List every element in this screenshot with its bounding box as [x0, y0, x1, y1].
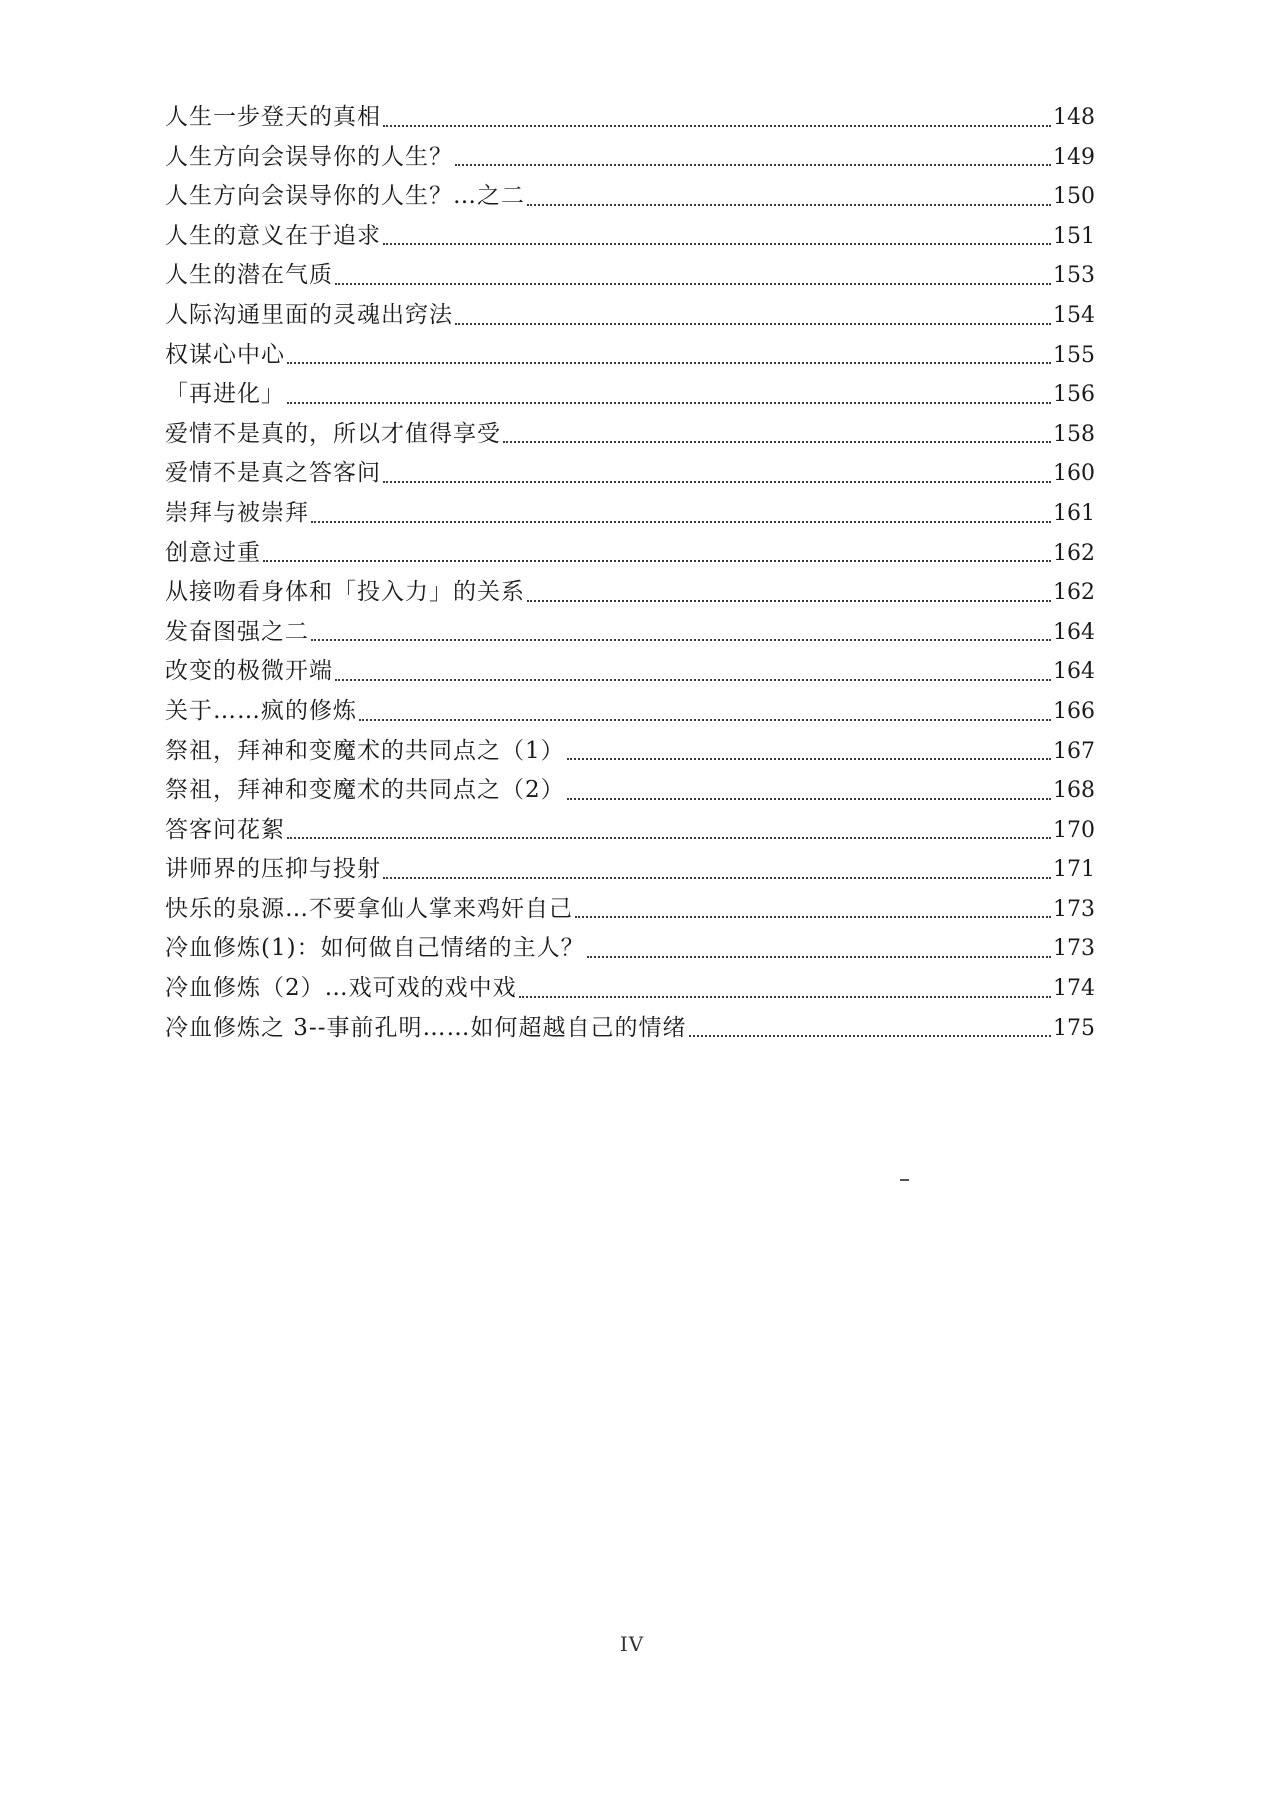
dot-leader [263, 560, 1051, 562]
toc-entry-title: 崇拜与被崇拜 [165, 499, 309, 526]
dot-leader [287, 362, 1051, 364]
toc-entry-page: 174 [1053, 976, 1095, 1002]
toc-entry-page: 170 [1053, 817, 1095, 843]
toc-entry-page: 162 [1053, 580, 1095, 606]
toc-entry-page: 161 [1053, 500, 1095, 526]
toc-entry-title: 改变的极微开端 [165, 658, 333, 685]
toc-entry-page: 164 [1053, 659, 1095, 685]
toc-entry-page: 154 [1053, 302, 1095, 328]
dot-leader [527, 600, 1051, 602]
toc-entry-page: 151 [1053, 223, 1095, 249]
toc-entry [165, 573, 1095, 613]
scan-speck [900, 1179, 909, 1181]
toc-entry-page: 175 [1053, 1015, 1095, 1041]
toc-entry [165, 929, 1095, 969]
toc-entry-title: 发奋图强之二 [165, 618, 309, 645]
toc-entry [165, 771, 1095, 811]
toc-entry-page: 162 [1053, 540, 1095, 566]
toc-entry-page: 168 [1053, 778, 1095, 804]
toc-entry-page: 171 [1053, 857, 1095, 883]
toc-entry [165, 138, 1095, 178]
toc-entry [165, 177, 1095, 217]
dot-leader [455, 164, 1051, 166]
dot-leader [383, 243, 1051, 245]
toc-entry-page: 173 [1053, 936, 1095, 962]
toc-entry-title: 人际沟通里面的灵魂出窍法 [165, 301, 453, 328]
toc-entry-page: 167 [1053, 738, 1095, 764]
toc-entry-title: 祭祖，拜神和变魔术的共同点之（2） [165, 777, 565, 804]
toc-entry-title: 快乐的泉源…不要拿仙人掌来鸡奸自己 [165, 895, 573, 922]
toc-entry [165, 98, 1095, 138]
toc-entry [165, 534, 1095, 574]
toc-entry-title: 权谋心中心 [165, 341, 285, 368]
dot-leader [503, 441, 1051, 443]
toc-entry-title: 从接吻看身体和「投入力」的关系 [165, 579, 525, 606]
toc-entry-page: 173 [1053, 896, 1095, 922]
toc-entry [165, 415, 1095, 455]
dot-leader [383, 125, 1051, 127]
toc-entry-page: 166 [1053, 698, 1095, 724]
toc-entry-title: 创意过重 [165, 539, 261, 566]
toc-entry-title: 祭祖，拜神和变魔术的共同点之（1） [165, 737, 565, 764]
dot-leader [335, 283, 1051, 285]
toc-entry [165, 217, 1095, 257]
dot-leader [311, 639, 1051, 641]
toc-entry-page: 149 [1053, 144, 1095, 170]
toc-entry [165, 494, 1095, 534]
toc-entry-title: 冷血修炼(1)：如何做自己情绪的主人？ [165, 935, 585, 962]
dot-leader [455, 323, 1051, 325]
toc-entry [165, 296, 1095, 336]
toc-entry-title: 爱情不是真的，所以才值得享受 [165, 420, 501, 447]
dot-leader [311, 521, 1051, 523]
toc-entry-page: 164 [1053, 619, 1095, 645]
toc-entry [165, 375, 1095, 415]
toc-entry-page: 156 [1053, 382, 1095, 408]
dot-leader [527, 204, 1051, 206]
toc-entry [165, 613, 1095, 653]
toc-entry-title: 冷血修炼之 3--事前孔明……如何超越自己的情绪 [165, 1014, 687, 1041]
toc-entry-title: 关于……疯的修炼 [165, 697, 357, 724]
toc-entry [165, 732, 1095, 772]
toc-entry-title: 人生一步登天的真相 [165, 104, 381, 130]
toc-entry [165, 336, 1095, 376]
toc-entry-title: 人生方向会误导你的人生？…之二 [165, 183, 525, 210]
toc-entry-title: 人生的意义在于追求 [165, 222, 381, 249]
toc-entry-page: 153 [1053, 263, 1095, 289]
dot-leader [383, 877, 1051, 879]
toc-entry [165, 811, 1095, 851]
toc-entry-title: 人生方向会误导你的人生？ [165, 143, 453, 170]
toc-entry-title: 爱情不是真之答客问 [165, 460, 381, 487]
dot-leader [335, 679, 1051, 681]
toc-entry [165, 890, 1095, 930]
toc-entry-page: 148 [1053, 105, 1095, 130]
dot-leader [519, 996, 1051, 998]
toc-entry-title: 冷血修炼（2）…戏可戏的戏中戏 [165, 975, 517, 1002]
toc-entry-title: 「再进化」 [165, 381, 285, 408]
toc-entry-title: 讲师界的压抑与投射 [165, 856, 381, 883]
dot-leader [383, 481, 1051, 483]
toc-entry-title: 答客问花絮 [165, 816, 285, 843]
dot-leader [587, 956, 1051, 958]
toc-entry-page: 160 [1053, 461, 1095, 487]
toc-entry [165, 1009, 1095, 1049]
dot-leader [567, 798, 1051, 800]
toc-entry-page: 158 [1053, 421, 1095, 447]
toc-entry [165, 652, 1095, 692]
table-of-contents [165, 98, 1095, 1048]
toc-entry-page: 155 [1053, 342, 1095, 368]
toc-entry [165, 692, 1095, 732]
toc-entry-page: 150 [1053, 184, 1095, 210]
dot-leader [689, 1035, 1052, 1037]
dot-leader [567, 758, 1051, 760]
toc-entry [165, 969, 1095, 1009]
page-number: IV [619, 1632, 645, 1656]
toc-entry-title: 人生的潜在气质 [165, 262, 333, 289]
dot-leader [287, 837, 1051, 839]
toc-entry [165, 256, 1095, 296]
toc-entry [165, 454, 1095, 494]
toc-entry [165, 850, 1095, 890]
dot-leader [287, 402, 1051, 404]
dot-leader [575, 916, 1051, 918]
dot-leader [359, 719, 1051, 721]
